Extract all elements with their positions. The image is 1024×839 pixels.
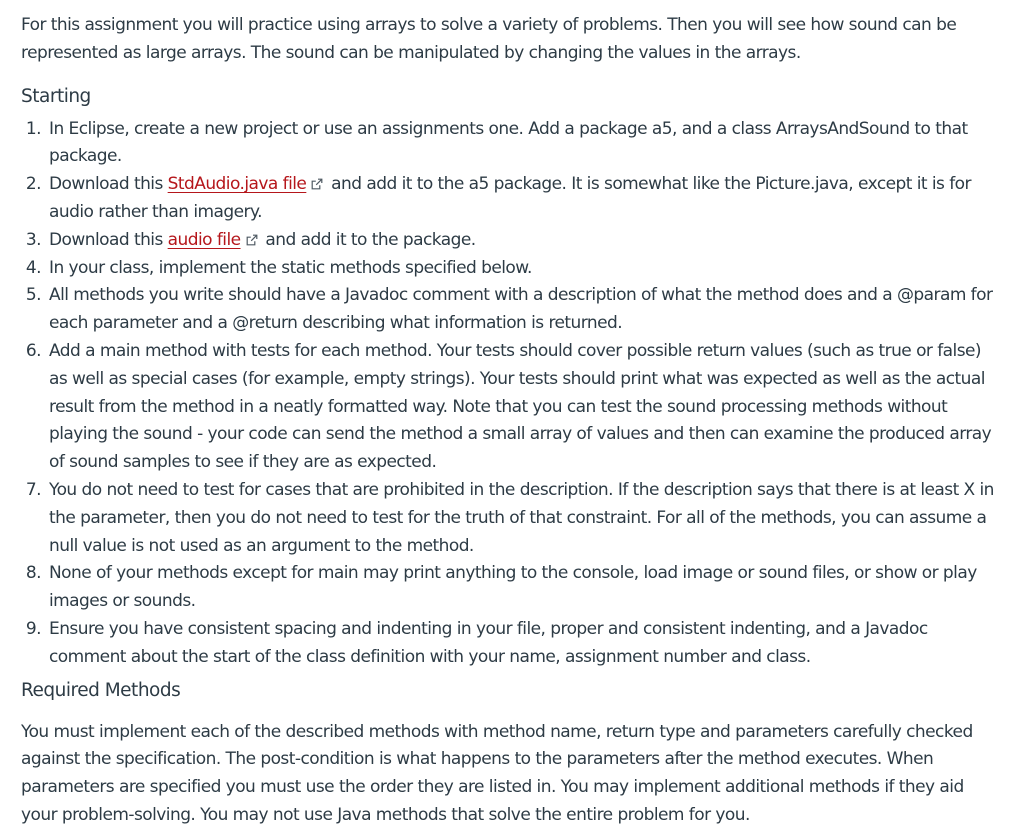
step-item-1 <box>25 116 994 172</box>
step-number: 2. <box>25 174 41 195</box>
step-text: None of your methods except for main may print anything to the console, load image or sound files, or show or play images or sounds. <box>49 563 977 612</box>
required-methods-paragraph: You must implement each of the described methods with method name, return type and parameters carefully checked against the specification. The post-condition is what happens to the parameters after the method executes. When parameters are specified you must use the order they are listed in. You may implement additional methods if they aid your problem-solving. You may not use Java methods that solve the entire problem for you. <box>21 721 973 825</box>
intro-paragraph: For this assignment you will practice using arrays to solve a variety of problems. Then you will see how sound can be represented as large arrays. The sound can be manipulated by changing the values in the arrays. <box>21 15 957 63</box>
step-item-2 <box>25 171 994 227</box>
step-text: All methods you write should have a Javadoc comment with a description of what the method does and a @param for each parameter and a @return describing what information is returned. <box>49 285 993 334</box>
step-item-9 <box>25 616 994 672</box>
step-number: 3. <box>25 229 41 250</box>
step-text-before: Download this <box>49 174 168 195</box>
step-text: In your class, implement the static methods specified below. <box>49 257 532 278</box>
external-link-icon <box>311 178 323 190</box>
step-number: 5. <box>25 285 41 306</box>
step-number: 1. <box>25 118 41 139</box>
step-text-after: and add it to the a5 package. It is somewhat like the Picture.java, except it is for audio rather than imagery. <box>49 174 971 222</box>
starting-heading: Starting <box>21 85 91 107</box>
step-number: 8. <box>25 563 41 584</box>
step-text: Ensure you have consistent spacing and indenting in your file, proper and consistent indenting, and a Javadoc comment about the start of the class definition with your name, assignment number and class. <box>49 618 928 667</box>
step-text: Add a main method with tests for each method. Your tests should cover possible return values (such as true or false) as well as special cases (for example, empty strings). Your tests should print what was expected as well as the actual result from the method in a neatly formatted way. Note that you can test the sound processing methods without playing the sound - your code can send the method a small array of values and then can examine the produced array of sound samples to see if they are as expected. <box>49 340 992 473</box>
step-text: You do not need to test for cases that are prohibited in the description. If the description says that there is at least X in the parameter, then you do not need to test for the truth of that constraint. For all of the methods, you can assume a null value is not used as an argument to the method. <box>49 479 994 556</box>
step-item-6 <box>25 338 994 477</box>
step-text-before: Download this <box>49 229 168 250</box>
stdaudio-file-link[interactable]: StdAudio.java file <box>167 174 307 195</box>
step-number: 6. <box>25 340 41 361</box>
step-text: In Eclipse, create a new project or use an assignments one. Add a package a5, and a class ArraysAndSound to that package. <box>49 118 968 167</box>
step-text-after: and add it to the package. <box>260 229 476 250</box>
step-number: 7. <box>25 479 41 500</box>
external-link-icon <box>246 234 258 246</box>
audio-file-link[interactable]: audio file <box>167 229 241 250</box>
step-item-7 <box>25 477 994 560</box>
starting-steps-list <box>21 116 994 672</box>
step-item-3 <box>25 227 994 255</box>
step-item-5 <box>25 282 994 338</box>
step-number: 9. <box>25 618 41 639</box>
step-number: 4. <box>25 257 41 278</box>
step-item-8 <box>25 560 994 616</box>
step-item-4 <box>25 255 994 283</box>
required-methods-heading: Required Methods <box>21 679 181 701</box>
